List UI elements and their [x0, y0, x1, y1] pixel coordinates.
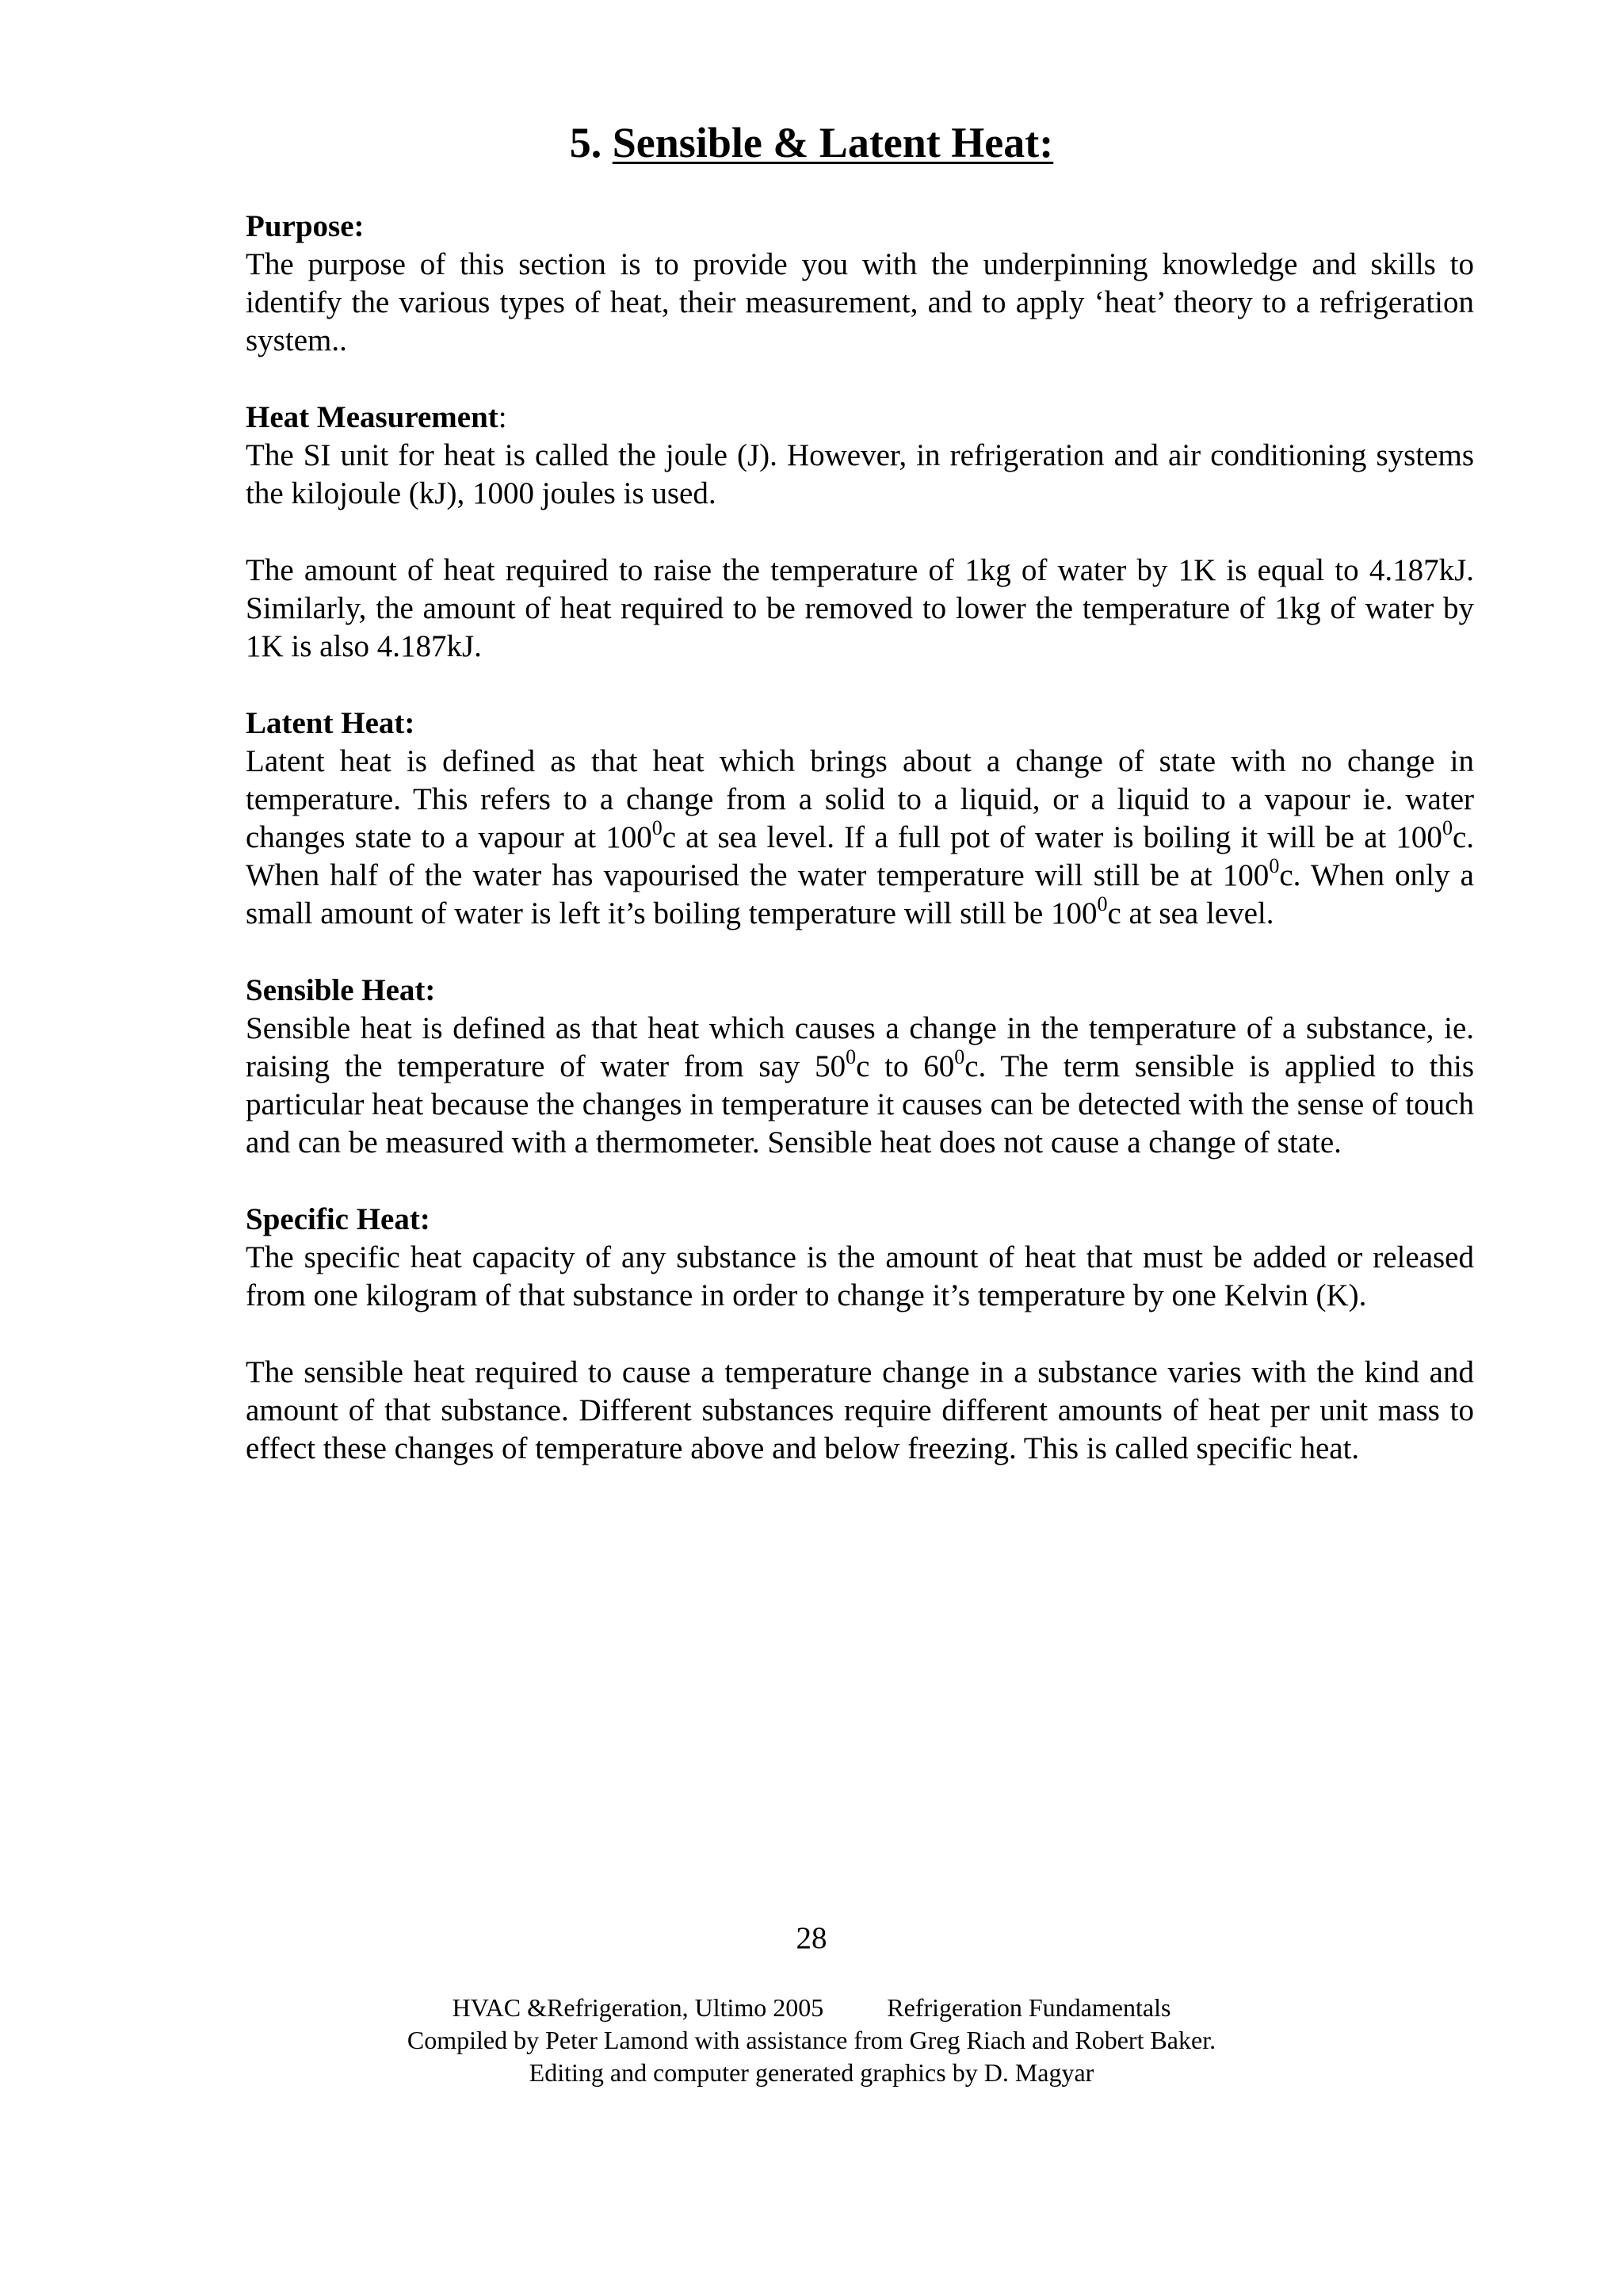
sensible-text-1: Sensible heat is defined as that heat which causes a change in the temperature of a substance, ie. raising the temperature of water from say 50: [246, 1011, 1474, 1083]
section-purpose: [246, 208, 1474, 360]
latent-text-4: c. When only a small amount of water is left it’s boiling temperature will still be 100: [246, 858, 1474, 930]
sensible-heat-body: [246, 1010, 1474, 1162]
footer-credits: Compiled by Peter Lamond with assistance from Greg Riach and Robert Baker.: [407, 2026, 1216, 2054]
degree-superscript: 0: [1269, 854, 1280, 877]
section-heat-measurement-2: [246, 552, 1474, 666]
footer-editing: Editing and computer generated graphics by D. Magyar: [529, 2058, 1094, 2087]
purpose-heading: Purpose:: [246, 209, 365, 243]
specific-heat-body-2: The sensible heat required to cause a temperature change in a substance varies with the kind and amount of that substance. Different substances require different amounts of heat per unit mass to effect these changes of temperature above and below freezing. This is called specific heat.: [246, 1355, 1474, 1465]
title-number: 5.: [569, 119, 602, 166]
latent-heat-body: [246, 743, 1474, 933]
heat-measurement-heading: [246, 399, 1474, 437]
heat-measurement-body-2: The amount of heat required to raise the temperature of 1kg of water by 1K is equal to 4.187kJ. Similarly, the amount of heat required to be removed to lower the temperature of 1kg of water by 1K is also 4.187kJ.: [246, 553, 1474, 663]
latent-heat-heading: Latent Heat:: [246, 706, 415, 740]
heat-measurement-body-1: The SI unit for heat is called the joule (J). However, in refrigeration and air conditioning systems the kilojoule (kJ), 1000 joules is used.: [246, 438, 1474, 510]
purpose-body: The purpose of this section is to provide you with the underpinning knowledge and skills to identify the various types of heat, their measurement, and to apply ‘heat’ theory to a refrigeration system..: [246, 247, 1474, 357]
page-number: 28: [796, 1921, 827, 1955]
section-latent-heat: [246, 705, 1474, 933]
footer-course: HVAC &Refrigeration, Ultimo 2005: [452, 1993, 824, 2022]
footer-subject: Refrigeration Fundamentals: [887, 1993, 1171, 2022]
degree-superscript: 0: [1442, 816, 1453, 839]
latent-text-5: c at sea level.: [1107, 896, 1274, 930]
latent-text-3: c. When half of the water has vapourised the water temperature will still be at 100: [246, 820, 1474, 892]
latent-text-1: Latent heat is defined as that heat which brings about a change of state with no change in temperature. This refers to a change from a solid to a liquid, or a liquid to a vapour ie. water changes state to a vapour at 100: [246, 744, 1474, 854]
section-specific-heat: [246, 1201, 1474, 1315]
section-specific-heat-2: [246, 1354, 1474, 1468]
page-title: [0, 115, 1623, 170]
section-sensible-heat: [246, 972, 1474, 1162]
title-text: Sensible & Latent Heat:: [612, 119, 1054, 166]
degree-superscript: 0: [846, 1045, 857, 1068]
degree-superscript: 0: [651, 816, 663, 839]
degree-superscript: 0: [1097, 892, 1108, 915]
heat-measurement-heading-text: Heat Measurement: [246, 400, 498, 434]
sensible-text-3: c. The term sensible is applied to this particular heat because the changes in temperature it causes can be detected with the sense of touch and can be measured with a thermometer. Sensible heat does not cause a change of state.: [246, 1049, 1475, 1159]
sensible-heat-heading: Sensible Heat:: [246, 973, 436, 1007]
section-heat-measurement: [246, 399, 1474, 513]
sensible-text-2: c to 60: [856, 1049, 955, 1083]
specific-heat-body-1: The specific heat capacity of any substance is the amount of heat that must be added or released from one kilogram of that substance in order to change it’s temperature by one Kelvin (K).: [246, 1240, 1474, 1312]
page-footer: [0, 1992, 1623, 2089]
footer-line-1: [0, 1992, 1623, 2024]
degree-superscript: 0: [954, 1045, 965, 1068]
latent-text-2: c at sea level. If a full pot of water is boiling it will be at 100: [662, 820, 1442, 854]
specific-heat-heading: Specific Heat:: [246, 1202, 430, 1236]
heat-measurement-heading-colon: :: [498, 400, 507, 434]
content: [246, 208, 1474, 1507]
